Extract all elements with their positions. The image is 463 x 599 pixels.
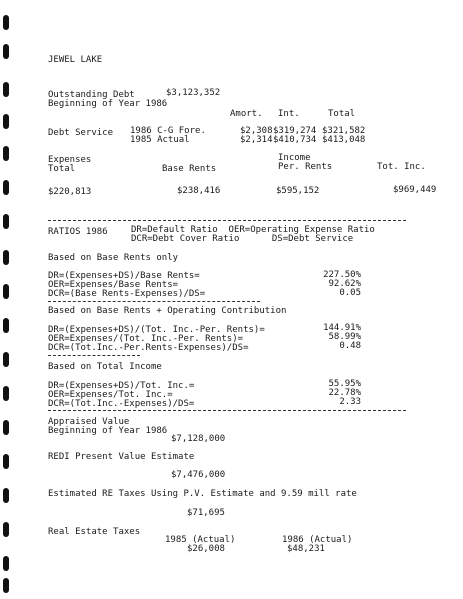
tot-inc-value: $969,449 <box>393 185 437 195</box>
binder-hole <box>3 420 9 435</box>
ratio-formula: DCR=(Tot.Inc.-Expenses)/DS= <box>48 399 195 409</box>
binder-hole <box>3 352 9 367</box>
ratio-formula: DCR=(Base Rents-Expenses)/DS= <box>48 289 206 299</box>
redi-value: $7,476,000 <box>171 470 226 480</box>
col-header-total: Total <box>328 109 356 119</box>
binder-hole <box>3 556 9 571</box>
expenses-total-label: Total <box>48 164 76 174</box>
ratio-formula: DR=(Expenses+DS)/(Tot. Inc.-Per. Rents)= <box>48 325 265 335</box>
ratio-group-title: Based on Base Rents only <box>48 253 179 263</box>
ratios-label: RATIOS 1986 <box>48 227 108 237</box>
binder-hole <box>3 454 9 469</box>
group-divider <box>48 355 140 356</box>
beginning-of-year: Beginning of Year 1986 <box>48 99 168 109</box>
binder-hole <box>3 386 9 401</box>
binder-hole <box>3 522 9 537</box>
appraised-value: $7,128,000 <box>171 434 226 444</box>
ratio-value: 55.95% <box>328 379 361 389</box>
binder-hole <box>3 15 9 30</box>
ratio-formula: DR=(Expenses+DS)/Tot. Inc.= <box>48 381 195 391</box>
appraised-beginning: Beginning of Year 1986 <box>48 426 168 436</box>
ratio-value: 58.99% <box>328 332 361 342</box>
debt-service-row-total: $321,582 <box>322 126 366 136</box>
ratio-value: 227.50% <box>323 270 361 280</box>
debt-service-row-name: 1985 Actual <box>130 135 190 145</box>
section-divider <box>48 410 406 411</box>
re-taxes-col1-value: $26,008 <box>187 544 225 554</box>
col-header-amort: Amort. <box>230 109 263 119</box>
ratio-group-title: Based on Total Income <box>48 362 162 372</box>
document-title: JEWEL LAKE <box>48 55 103 65</box>
expenses-value: $220,813 <box>48 187 92 197</box>
ratio-formula: OER=Expenses/Base Rents= <box>48 280 179 290</box>
re-taxes-col2-value: $48,231 <box>287 544 325 554</box>
redi-label: REDI Present Value Estimate <box>48 452 195 462</box>
outstanding-debt-label: Outstanding Debt <box>48 90 135 100</box>
section-divider <box>48 220 406 221</box>
ratio-formula: OER=Expenses/(Tot. Inc.-Per. Rents)= <box>48 334 244 344</box>
ratio-formula: DR=(Expenses+DS)/Base Rents= <box>48 271 200 281</box>
ratio-value: 0.48 <box>339 341 361 351</box>
binder-hole <box>3 44 9 59</box>
ratio-value: 2.33 <box>339 397 361 407</box>
ratio-value: 22.78% <box>328 388 361 398</box>
binder-hole <box>3 318 9 333</box>
binder-hole <box>3 214 9 229</box>
binder-hole <box>3 488 9 503</box>
re-taxes-col1-label: 1985 (Actual) <box>165 535 236 545</box>
debt-service-row-total: $413,048 <box>322 135 366 145</box>
re-tax-estimate-label: Estimated RE Taxes Using P.V. Estimate and 9.59 mill rate <box>48 489 357 499</box>
appraised-value-label: Appraised Value <box>48 417 130 427</box>
binder-hole <box>3 250 9 265</box>
debt-service-row-amort: $2,314 <box>240 135 273 145</box>
expenses-label: Expenses <box>48 155 92 165</box>
ratio-formula: DCR=(Tot.Inc.-Per.Rents-Expenses)/DS= <box>48 343 249 353</box>
ratio-value: 92.62% <box>328 279 361 289</box>
ratios-legend-line1: DR=Default Ratio OER=Operating Expense Ratio <box>131 225 375 235</box>
income-label: Income <box>278 153 311 163</box>
binder-hole <box>3 578 9 593</box>
tot-inc-label: Tot. Inc. <box>377 162 426 172</box>
ratio-value: 144.91% <box>323 323 361 333</box>
binder-hole <box>3 180 9 195</box>
re-tax-estimate-value: $71,695 <box>187 508 225 518</box>
debt-service-label: Debt Service <box>48 128 114 138</box>
outstanding-debt-value: $3,123,352 <box>166 88 221 98</box>
debt-service-row-amort: $2,308 <box>240 126 273 136</box>
binder-hole <box>3 114 9 129</box>
col-header-int: Int. <box>278 109 300 119</box>
re-taxes-col2-label: 1986 (Actual) <box>282 535 353 545</box>
debt-service-row-int: $319,274 <box>273 126 317 136</box>
group-divider <box>48 301 260 302</box>
binder-hole <box>3 146 9 161</box>
ratios-legend-line2: DCR=Debt Cover Ratio DS=Debt Service <box>131 234 354 244</box>
real-estate-taxes-label: Real Estate Taxes <box>48 527 141 537</box>
debt-service-row-int: $410,734 <box>273 135 317 145</box>
ratio-value: 0.05 <box>339 288 361 298</box>
base-rents-value: $238,416 <box>177 186 221 196</box>
ratio-group-title: Based on Base Rents + Operating Contribution <box>48 306 287 316</box>
debt-service-row-name: 1986 C-G Fore. <box>130 126 206 136</box>
binder-hole <box>3 284 9 299</box>
per-rents-label: Per. Rents <box>278 162 333 172</box>
ratio-formula: OER=Expenses/Tot. Inc.= <box>48 390 173 400</box>
per-rents-value: $595,152 <box>276 186 320 196</box>
binder-hole <box>3 82 9 97</box>
base-rents-label: Base Rents <box>162 164 217 174</box>
